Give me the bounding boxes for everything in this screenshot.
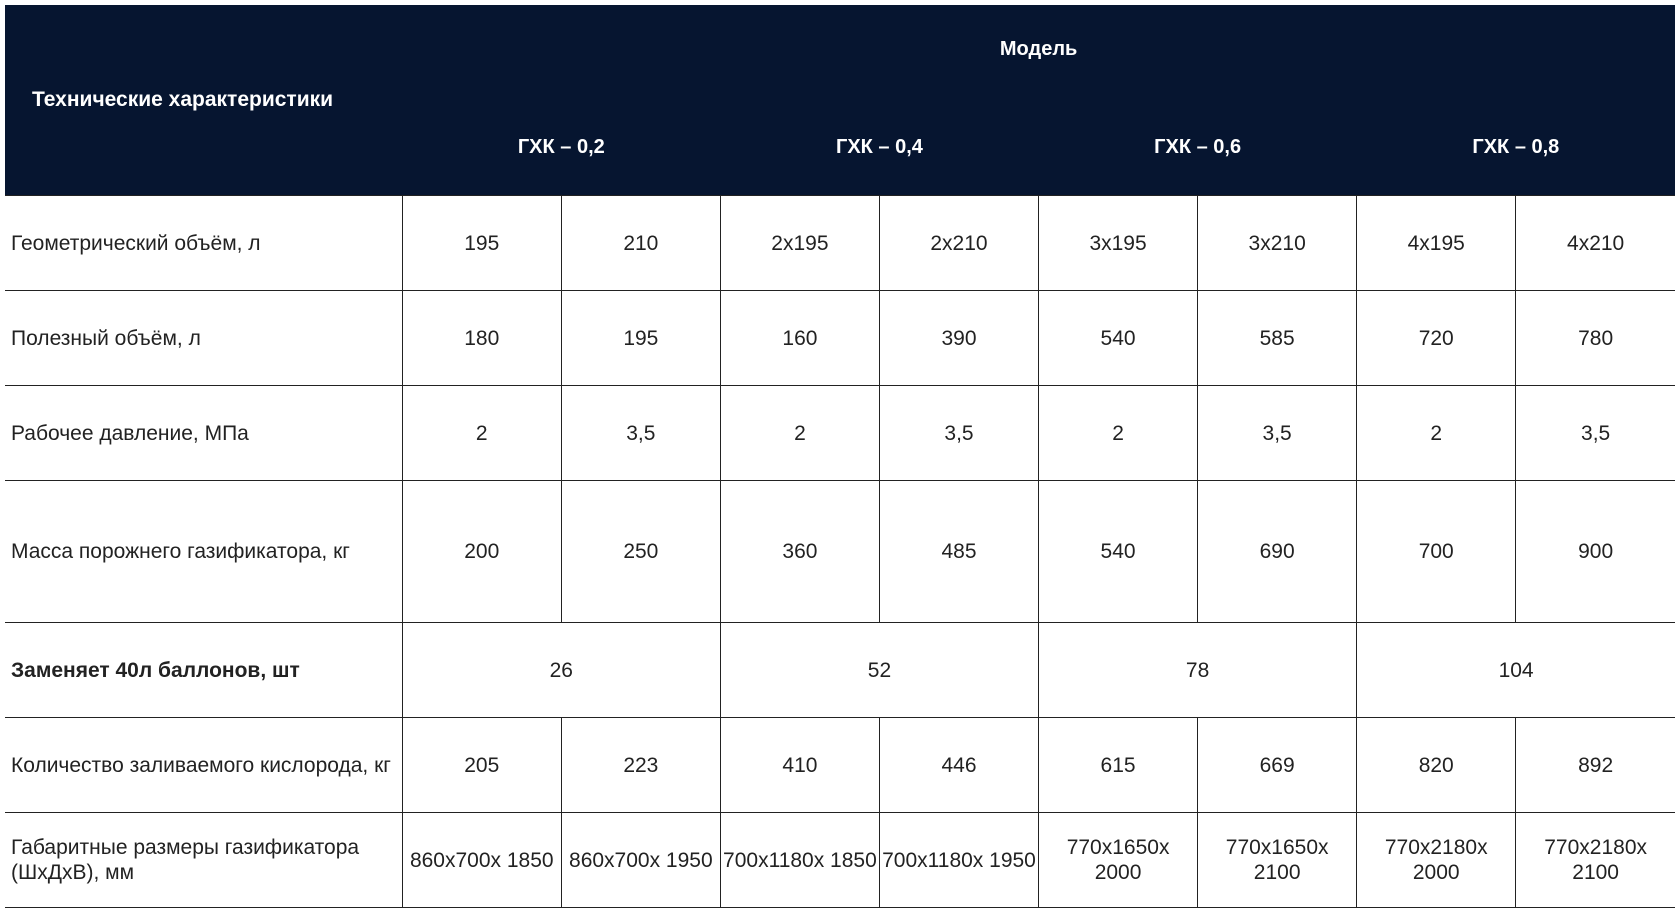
table-cell: 200 (402, 481, 561, 623)
table-cell: 3х195 (1039, 196, 1198, 291)
table-cell: 2 (402, 386, 561, 481)
table-cell: 720 (1357, 291, 1516, 386)
table-cell: 250 (561, 481, 720, 623)
row-label: Геометрический объём, л (5, 196, 402, 291)
table-cell: 410 (720, 718, 879, 813)
table-cell: 2х195 (720, 196, 879, 291)
table-cell: 770х2180х 2000 (1357, 813, 1516, 908)
table-row-empty-mass (5, 481, 1675, 623)
table-row-useful-volume (5, 291, 1675, 386)
table-cell: 2 (1357, 386, 1516, 481)
row-label: Рабочее давление, МПа (5, 386, 402, 481)
table-cell: 205 (402, 718, 561, 813)
header-model-4: ГХК – 0,8 (1357, 99, 1675, 196)
header-model-2: ГХК – 0,4 (720, 99, 1038, 196)
table-row-geometric-volume (5, 196, 1675, 291)
row-label: Количество заливаемого кислорода, кг (5, 718, 402, 813)
table-cell: 585 (1198, 291, 1357, 386)
table-cell: 892 (1516, 718, 1675, 813)
table-cell: 104 (1357, 623, 1675, 718)
row-label: Полезный объём, л (5, 291, 402, 386)
table-cell: 160 (720, 291, 879, 386)
table-cell: 820 (1357, 718, 1516, 813)
table-cell: 180 (402, 291, 561, 386)
table-cell: 3,5 (1198, 386, 1357, 481)
table-cell: 690 (1198, 481, 1357, 623)
table-cell: 4х210 (1516, 196, 1675, 291)
header-model-label: Модель (402, 5, 1675, 99)
table-row-working-pressure (5, 386, 1675, 481)
header-model-1: ГХК – 0,2 (402, 99, 720, 196)
table-cell: 223 (561, 718, 720, 813)
table-row-oxygen-quantity (5, 718, 1675, 813)
table-cell: 615 (1039, 718, 1198, 813)
table-cell: 52 (720, 623, 1038, 718)
table-cell: 360 (720, 481, 879, 623)
row-label: Масса порожнего газификатора, кг (5, 481, 402, 623)
table-cell: 860х700х 1950 (561, 813, 720, 908)
table-cell: 3,5 (1516, 386, 1675, 481)
table-cell: 2х210 (879, 196, 1038, 291)
table-cell: 2 (720, 386, 879, 481)
table-cell: 780 (1516, 291, 1675, 386)
row-label: Габаритные размеры газификатора (ШхДхВ), мм (5, 813, 402, 908)
table-cell: 26 (402, 623, 720, 718)
table-row-dimensions (5, 813, 1675, 908)
header-model-3: ГХК – 0,6 (1039, 99, 1357, 196)
table-cell: 770х2180х 2100 (1516, 813, 1675, 908)
table-cell: 3,5 (879, 386, 1038, 481)
table-cell: 3х210 (1198, 196, 1357, 291)
table-row-replaces-cylinders (5, 623, 1675, 718)
table-cell: 700 (1357, 481, 1516, 623)
table-cell: 195 (561, 291, 720, 386)
row-label: Заменяет 40л баллонов, шт (5, 623, 402, 718)
table-cell: 390 (879, 291, 1038, 386)
table-cell: 210 (561, 196, 720, 291)
table-cell: 770х1650х 2000 (1039, 813, 1198, 908)
table-cell: 770х1650х 2100 (1198, 813, 1357, 908)
table-cell: 860х700х 1850 (402, 813, 561, 908)
spec-table-container (5, 5, 1675, 908)
table-cell: 78 (1039, 623, 1357, 718)
table-cell: 700х1180х 1950 (879, 813, 1038, 908)
table-cell: 700х1180х 1850 (720, 813, 879, 908)
table-cell: 485 (879, 481, 1038, 623)
table-cell: 540 (1039, 481, 1198, 623)
table-cell: 540 (1039, 291, 1198, 386)
table-cell: 3,5 (561, 386, 720, 481)
header-title: Технические характеристики (5, 5, 402, 196)
table-cell: 4х195 (1357, 196, 1516, 291)
specifications-table (5, 5, 1675, 908)
table-cell: 900 (1516, 481, 1675, 623)
table-cell: 195 (402, 196, 561, 291)
table-cell: 669 (1198, 718, 1357, 813)
table-cell: 2 (1039, 386, 1198, 481)
table-cell: 446 (879, 718, 1038, 813)
